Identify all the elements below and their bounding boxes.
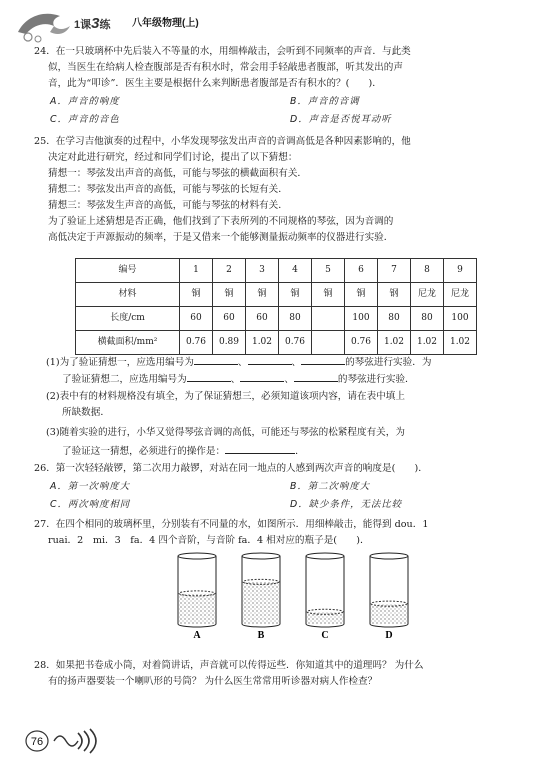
- table-cell: 尼龙: [411, 283, 444, 307]
- table-cell: 6: [345, 259, 378, 283]
- glass-cup-b[interactable]: [242, 553, 280, 640]
- answer-blank[interactable]: [248, 356, 292, 365]
- table-cell: 1.02: [246, 331, 279, 355]
- table-cell: 60: [180, 307, 213, 331]
- row-label-material: 材料: [76, 283, 180, 307]
- q28-line-1: 28．如果把书卷成小筒，对着筒讲话，声音就可以传得远些．你知道其中的道理吗？ 为什么: [34, 660, 424, 671]
- table-cell: 80: [279, 307, 312, 331]
- table-row-area: [76, 331, 477, 355]
- table-cell: 5: [312, 259, 345, 283]
- q26-line: 26．第一次轻轻敲锣，第二次用力敲锣，对站在同一地点的人感到两次声音的响度是( )．: [34, 463, 428, 474]
- q25-hypothesis-3: 猜想三：琴弦发生声音的高低，可能与琴弦的材料有关．: [48, 200, 288, 211]
- q25-sub2-line-2: 所缺数据．: [62, 407, 110, 418]
- q24-option-d[interactable]: D．声音是否悦耳动听: [290, 114, 392, 125]
- cup-label-c: C: [321, 630, 329, 640]
- q26-option-c[interactable]: C．两次响度相同: [50, 499, 131, 510]
- q25-comma: 、: [291, 357, 302, 368]
- answer-blank[interactable]: [240, 373, 284, 382]
- q25-sub3-line-2: [62, 445, 305, 457]
- q24-line-1: 24．在一只玻璃杯中先后装入不等量的水，用细棒敲击，会听到不同频率的声音．与此类: [34, 46, 411, 57]
- table-cell: 4: [279, 259, 312, 283]
- q24-option-c[interactable]: C．声音的音色: [50, 114, 120, 125]
- answer-blank[interactable]: [187, 373, 231, 382]
- q25-line-7: 高低决定于声源振动的频率，于是又借来一个能够测量振动频率的仪器进行实验．: [48, 232, 394, 243]
- dolphin-logo-icon: [14, 6, 74, 44]
- table-cell: 铜: [246, 283, 279, 307]
- table-cell: 100: [345, 307, 378, 331]
- page-number: 76: [30, 736, 44, 748]
- cup-label-b: B: [257, 630, 265, 640]
- table-cell: 80: [411, 307, 444, 331]
- table-cell: 0.76: [180, 331, 213, 355]
- q24-option-b[interactable]: B．声音的音调: [290, 96, 360, 107]
- table-cell: 2: [213, 259, 246, 283]
- q25-sub1-text-d: 的琴弦进行实验．: [337, 374, 415, 385]
- q24-line-2: 似，当医生在给病人检查腹部是否有积水时，常会用手轻敲患者腹部，听其发出的声: [48, 62, 403, 73]
- table-cell: 钢: [378, 283, 411, 307]
- table-cell: 0.89: [213, 331, 246, 355]
- q26-option-a[interactable]: A．第一次响度大: [50, 481, 131, 492]
- table-cell: 铜: [213, 283, 246, 307]
- glass-cups-figure: [172, 550, 412, 640]
- q25-sub1-text-a: (1)为了验证猜想一，应选用编号为: [46, 357, 194, 368]
- q24-option-a[interactable]: A．声音的响度: [50, 96, 120, 107]
- q25-hypothesis-1: 猜想一：琴弦发出声音的高低，可能与琴弦的横截面积有关．: [48, 168, 308, 179]
- table-cell: 1: [180, 259, 213, 283]
- book-title: 八年级物理(上): [132, 18, 199, 29]
- answer-blank[interactable]: [225, 445, 295, 454]
- table-cell: 铜: [279, 283, 312, 307]
- table-cell: 80: [378, 307, 411, 331]
- q25-sub1-text-c: 了验证猜想二，应选用编号为: [62, 374, 187, 385]
- q25-sub3-line-1: (3)随着实验的进行，小华又觉得琴弦音调的高低，可能还与琴弦的松紧程度有关，为: [46, 427, 405, 438]
- q26-option-d[interactable]: D．缺少条件，无法比较: [290, 499, 402, 510]
- q25-comma: 、: [284, 374, 294, 385]
- q25-comma: 、: [237, 357, 248, 368]
- lesson-badge: 1课3练: [74, 15, 111, 32]
- q25-sub3-text-c: ．: [295, 446, 305, 457]
- table-cell: 1.02: [411, 331, 444, 355]
- table-cell: 1.02: [444, 331, 477, 355]
- answer-blank[interactable]: [194, 356, 238, 365]
- table-cell: 0.76: [279, 331, 312, 355]
- table-row-length: [76, 307, 477, 331]
- table-row-id: [76, 259, 477, 283]
- table-cell: 尼龙: [444, 283, 477, 307]
- table-cell: 铜: [312, 283, 345, 307]
- table-cell: 铜: [180, 283, 213, 307]
- answer-blank[interactable]: [294, 373, 338, 382]
- answer-blank[interactable]: [301, 356, 345, 365]
- q25-sub1-line-1: [46, 356, 431, 368]
- q25-line-1: 25．在学习吉他演奏的过程中，小华发现琴弦发出声音的音调高低是各种因素影响的，他: [34, 136, 411, 147]
- table-cell: 60: [246, 307, 279, 331]
- cup-label-a: A: [193, 630, 201, 640]
- table-cell: 3: [246, 259, 279, 283]
- q25-sub1-line-2: [62, 373, 415, 385]
- table-cell: 9: [444, 259, 477, 283]
- table-cell: 8: [411, 259, 444, 283]
- table-cell-blank[interactable]: [312, 307, 345, 331]
- table-cell: 100: [444, 307, 477, 331]
- q25-line-6: 为了验证上述猜想是否正确，他们找到了下表所列的不同规格的琴弦，因为音调的: [48, 216, 394, 227]
- q27-line-2: ruai．2 mi．3 fa．4 四个音阶，与音阶 fa．4 相对应的瓶子是( )．: [48, 535, 370, 546]
- q25-hypothesis-2: 猜想二：琴弦发出声音的高低，可能与琴弦的长短有关．: [48, 184, 288, 195]
- page-footer-decoration: [22, 725, 112, 757]
- q27-line-1: 27．在四个相同的玻璃杯里，分别装有不同量的水，如图所示．用细棒敲击，能得到 dou．1: [34, 519, 429, 530]
- row-label-length: 长度/cm: [76, 307, 180, 331]
- page-header: [14, 6, 524, 46]
- table-cell-blank[interactable]: [312, 331, 345, 355]
- q26-option-b[interactable]: B．第二次响度大: [290, 481, 371, 492]
- table-cell: 60: [213, 307, 246, 331]
- table-cell: 0.76: [345, 331, 378, 355]
- table-row-material: [76, 283, 477, 307]
- row-label-area: 横截面积/mm²: [76, 331, 180, 355]
- cup-label-d: D: [385, 630, 393, 640]
- q28-line-2: 有的扬声器要装一个喇叭形的号筒？ 为什么医生常常用听诊器对病人作检查？: [48, 676, 378, 687]
- q25-sub2-line-1: (2)表中有的材料规格没有填全，为了保证猜想三，必须知道该项内容，请在表中填上: [46, 391, 405, 402]
- table-cell: 1.02: [378, 331, 411, 355]
- glass-cup-d[interactable]: [370, 553, 408, 640]
- glass-cup-a[interactable]: [178, 553, 216, 640]
- table-cell: 铜: [345, 283, 378, 307]
- string-spec-table: [75, 258, 477, 355]
- glass-cup-c[interactable]: [306, 553, 344, 640]
- q25-sub1-text-b: 的琴弦进行实验．为: [345, 357, 432, 368]
- q24-line-3: 音，此为“叩诊”．医生主要是根据什么来判断患者腹部是否有积水的？( )．: [48, 78, 382, 89]
- row-label-id: 编号: [76, 259, 180, 283]
- table-cell: 7: [378, 259, 411, 283]
- q25-line-2: 决定对此进行研究，经过和同学们讨论，提出了以下猜想：: [48, 152, 298, 163]
- q25-sub3-text-b: 了验证这一猜想，必须进行的操作是：: [62, 446, 226, 457]
- q25-comma: 、: [230, 374, 241, 385]
